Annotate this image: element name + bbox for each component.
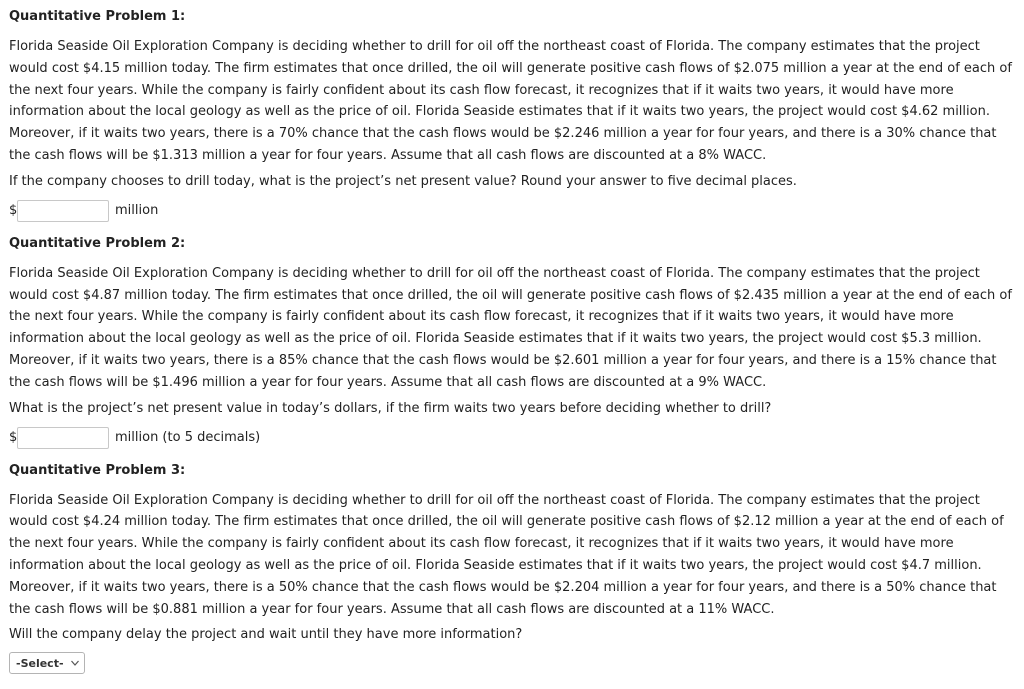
select-value: -Select- [16,656,64,670]
problem-3-select-dropdown[interactable] [9,652,85,674]
chevron-down-icon [70,658,80,668]
problem-2-section [9,237,1015,452]
problem-3-text: Florida Seaside Oil Exploration Company is deciding whether to drill for oil off the northeast coast of Florida. The company estimates that the project would cost $4.24 million today. The firm estimates that once drilled, the oil will generate positive cash flows of $2.12 million a year at the end of each of the next four years. While the company is fairly confident about its cash flow forecast, it recognizes that if it waits two years, it would have more information about the local geology as well as the price of oil. Florida Seaside estimates that if it waits two years, the project would cost $4.7 million. Moreover, if it waits two years, there is a 50% chance that the cash flows would be $2.204 million a year for four years, and there is a 50% chance that the cash flows will be $0.881 million a year for four years. Assume that all cash flows are discounted at a 11% WACC. [9,492,1004,617]
problem-2-title: Quantitative Problem 2: [9,235,186,251]
problem-2-unit-label: million (to 5 decimals) [115,430,261,446]
problem-2-answer-input[interactable] [17,427,109,449]
problem-2-text: Florida Seaside Oil Exploration Company is deciding whether to drill for oil off the northeast coast of Florida. The company estimates that the project would cost $4.87 million today. The firm estimates that once drilled, the oil will generate positive cash flows of $2.435 million a year at the end of each of the next four years. While the company is fairly confident about its cash flow forecast, it recognizes that if it waits two years, it would have more information about the local geology as well as the price of oil. Florida Seaside estimates that if it waits two years, the project would cost $5.3 million. Moreover, if it waits two years, there is a 85% chance that the cash flows would be $2.601 million a year for four years, and there is a 15% chance that the cash flows will be $1.496 million a year for four years. Assume that all cash flows are discounted at a 9% WACC. [9,265,1012,390]
problem-1-unit-label: million [115,203,159,219]
currency-symbol: $ [9,430,18,446]
problem-1-answer-row [9,197,1015,225]
problem-1-answer-input[interactable] [17,200,109,222]
problem-1-section [9,10,1015,225]
problem-2-answer-row [9,424,1015,452]
problem-2-question: What is the project’s net present value in today’s dollars, if the firm waits two years before deciding whether to drill? [9,400,772,416]
problem-3-question: Will the company delay the project and wait until they have more information? [9,627,523,643]
problem-1-title: Quantitative Problem 1: [9,9,186,24]
problem-1-text: Florida Seaside Oil Exploration Company is deciding whether to drill for oil off the northeast coast of Florida. The company estimates that the project would cost $4.15 million today. The firm estimates that once drilled, the oil will generate positive cash flows of $2.075 million a year at the end of each of the next four years. While the company is fairly confident about its cash flow forecast, it recognizes that if it waits two years, it would have more information about the local geology as well as the price of oil. Florida Seaside estimates that if it waits two years, the project would cost $4.62 million. Moreover, if it waits two years, there is a 70% chance that the cash flows would be $2.246 million a year for four years, and there is a 30% chance that the cash flows will be $1.313 million a year for four years. Assume that all cash flows are discounted at a 8% WACC. [9,39,1012,163]
problem-1-question: If the company chooses to drill today, what is the project’s net present value? Round your answer to five decimal places. [9,173,797,189]
problem-3-title: Quantitative Problem 3: [9,462,186,478]
problem-3-section [9,464,1015,675]
currency-symbol: $ [9,203,18,219]
